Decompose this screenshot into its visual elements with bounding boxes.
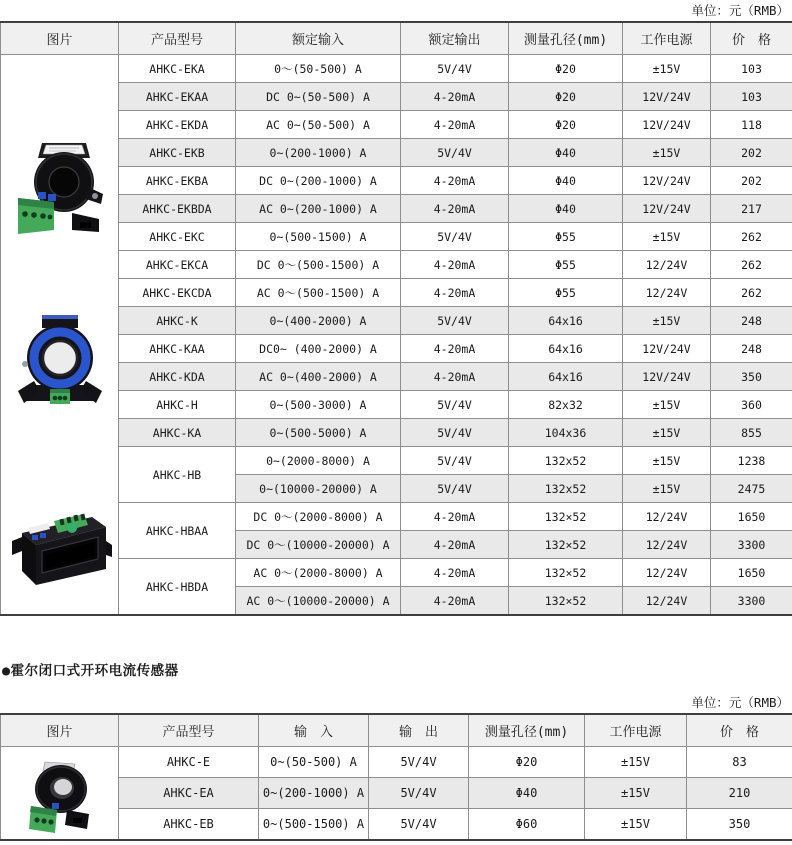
- cell-model: AHKC-EKCDA: [119, 279, 236, 307]
- table-row: [1, 251, 792, 279]
- table-row: [1, 111, 792, 139]
- sensor-photo-ring-small: [23, 754, 97, 838]
- cell-price: 118: [711, 111, 792, 139]
- cell-output: 4-20mA: [401, 363, 509, 391]
- cell-model: AHKC-KAA: [119, 335, 236, 363]
- cell-input: DC 0~(200-1000) A: [236, 167, 401, 195]
- cell-aperture: 132×52: [509, 503, 623, 531]
- header-power-supply: 工作电源: [623, 22, 711, 55]
- cell-model: AHKC-EKCA: [119, 251, 236, 279]
- section-title: [2, 662, 792, 680]
- cell-power: 12/24V: [623, 587, 711, 616]
- cell-model: AHKC-EA: [119, 778, 259, 809]
- cell-output: 4-20mA: [401, 587, 509, 616]
- cell-power: 12/24V: [623, 559, 711, 587]
- header-aperture: 测量孔径(mm): [509, 22, 623, 55]
- cell-price: 350: [711, 363, 792, 391]
- table-row: [1, 419, 792, 447]
- header-input: 输 入: [259, 714, 369, 747]
- table-row: [1, 167, 792, 195]
- cell-aperture: Φ40: [509, 195, 623, 223]
- cell-price: 202: [711, 167, 792, 195]
- table-row: [1, 307, 792, 335]
- cell-price: 262: [711, 251, 792, 279]
- cell-model: AHKC-H: [119, 391, 236, 419]
- cell-input: 0~(500-3000) A: [236, 391, 401, 419]
- cell-output: 5V/4V: [401, 475, 509, 503]
- cell-output: 5V/4V: [401, 419, 509, 447]
- cell-output: 5V/4V: [369, 778, 469, 809]
- cell-model: AHKC-K: [119, 307, 236, 335]
- cell-aperture: Φ40: [469, 778, 585, 809]
- cell-input: 0~(200-1000) A: [236, 139, 401, 167]
- cell-power: ±15V: [623, 139, 711, 167]
- cell-price: 1238: [711, 447, 792, 475]
- cell-power: 12/24V: [623, 503, 711, 531]
- cell-output: 4-20mA: [401, 195, 509, 223]
- cell-price: 83: [687, 747, 792, 778]
- table-row: [1, 223, 792, 251]
- cell-aperture: 132x52: [509, 447, 623, 475]
- product-image-column: [1, 747, 119, 841]
- cell-output: 4-20mA: [401, 111, 509, 139]
- cell-price: 1650: [711, 559, 792, 587]
- cell-model: AHKC-EB: [119, 809, 259, 841]
- table-row: [1, 279, 792, 307]
- cell-output: 4-20mA: [401, 251, 509, 279]
- cell-input: 0~(400-2000) A: [236, 307, 401, 335]
- sensor-photo-rectangular-slot: [8, 505, 112, 595]
- table-row: [1, 83, 792, 111]
- table-row: [1, 447, 792, 475]
- cell-price: 248: [711, 307, 792, 335]
- cell-model: AHKC-E: [119, 747, 259, 778]
- cell-model: AHKC-EKDA: [119, 111, 236, 139]
- cell-aperture: 132×52: [509, 559, 623, 587]
- cell-price: 210: [687, 778, 792, 809]
- cell-power: ±15V: [623, 307, 711, 335]
- table-row: [1, 139, 792, 167]
- section-title-text: 霍尔闭口式开环电流传感器: [10, 663, 179, 679]
- product-image-column: [1, 55, 119, 616]
- cell-model: AHKC-KA: [119, 419, 236, 447]
- open-loop-sensor-price-table: [0, 21, 792, 616]
- header-price: 价 格: [711, 22, 792, 55]
- cell-aperture: 104x36: [509, 419, 623, 447]
- cell-input: AC 0～(2000-8000) A: [236, 559, 401, 587]
- cell-power: ±15V: [623, 55, 711, 83]
- cell-input: AC 0~(400-2000) A: [236, 363, 401, 391]
- cell-aperture: 82x32: [509, 391, 623, 419]
- cell-price: 1650: [711, 503, 792, 531]
- cell-output: 5V/4V: [401, 139, 509, 167]
- cell-output: 4-20mA: [401, 559, 509, 587]
- cell-aperture: 132×52: [509, 531, 623, 559]
- cell-output: 5V/4V: [369, 747, 469, 778]
- cell-price: 103: [711, 83, 792, 111]
- cell-power: ±15V: [623, 223, 711, 251]
- cell-aperture: 64x16: [509, 363, 623, 391]
- cell-power: 12V/24V: [623, 83, 711, 111]
- cell-input: DC 0~(50-500) A: [236, 83, 401, 111]
- cell-price: 2475: [711, 475, 792, 503]
- cell-input: AC 0～(10000-20000) A: [236, 587, 401, 616]
- cell-model: AHKC-HBAA: [119, 503, 236, 559]
- cell-price: 202: [711, 139, 792, 167]
- cell-aperture: Φ40: [509, 139, 623, 167]
- cell-output: 4-20mA: [401, 335, 509, 363]
- header-output: 输 出: [369, 714, 469, 747]
- table-row: [1, 335, 792, 363]
- cell-input: 0～(50-500) A: [236, 55, 401, 83]
- table-header-row: [1, 22, 792, 55]
- table-row: [1, 747, 792, 778]
- cell-model: AHKC-EKAA: [119, 83, 236, 111]
- cell-power: ±15V: [623, 447, 711, 475]
- cell-power: 12/24V: [623, 251, 711, 279]
- cell-power: ±15V: [585, 809, 687, 841]
- cell-model: AHKC-EKBDA: [119, 195, 236, 223]
- cell-power: ±15V: [623, 475, 711, 503]
- cell-input: AC 0~(200-1000) A: [236, 195, 401, 223]
- cell-input: 0~(50-500) A: [259, 747, 369, 778]
- cell-power: ±15V: [585, 747, 687, 778]
- cell-price: 217: [711, 195, 792, 223]
- cell-power: 12/24V: [623, 531, 711, 559]
- table-header-row: [1, 714, 792, 747]
- cell-input: DC 0～(500-1500) A: [236, 251, 401, 279]
- sensor-photo-ring-front-blue: [16, 313, 104, 411]
- cell-aperture: Φ60: [469, 809, 585, 841]
- cell-model: AHKC-EKB: [119, 139, 236, 167]
- cell-output: 4-20mA: [401, 279, 509, 307]
- cell-aperture: Φ20: [509, 83, 623, 111]
- cell-input: 0~(2000-8000) A: [236, 447, 401, 475]
- header-power-supply: 工作电源: [585, 714, 687, 747]
- cell-price: 103: [711, 55, 792, 83]
- cell-output: 4-20mA: [401, 83, 509, 111]
- cell-input: 0~(500-5000) A: [236, 419, 401, 447]
- unit-label: 单位：元（RMB）: [691, 3, 789, 18]
- cell-output: 5V/4V: [401, 447, 509, 475]
- header-rated-input: 额定输入: [236, 22, 401, 55]
- table-row: [1, 503, 792, 531]
- cell-output: 5V/4V: [401, 391, 509, 419]
- header-model: 产品型号: [119, 714, 259, 747]
- table-row: [1, 55, 792, 83]
- cell-price: 262: [711, 279, 792, 307]
- table-row: [1, 195, 792, 223]
- cell-aperture: Φ40: [509, 167, 623, 195]
- header-aperture: 测量孔径(mm): [469, 714, 585, 747]
- cell-model: AHKC-EKC: [119, 223, 236, 251]
- unit-label: 单位：元（RMB）: [691, 695, 789, 710]
- cell-price: 3300: [711, 531, 792, 559]
- cell-power: ±15V: [623, 419, 711, 447]
- cell-power: ±15V: [623, 391, 711, 419]
- cell-aperture: 64x16: [509, 335, 623, 363]
- cell-price: 360: [711, 391, 792, 419]
- cell-input: 0~(500-1500) A: [259, 809, 369, 841]
- cell-output: 4-20mA: [401, 503, 509, 531]
- cell-output: 4-20mA: [401, 167, 509, 195]
- cell-input: DC0~ (400-2000) A: [236, 335, 401, 363]
- cell-output: 5V/4V: [369, 809, 469, 841]
- table-row: [1, 778, 792, 809]
- cell-input: AC 0~(50-500) A: [236, 111, 401, 139]
- cell-input: 0~(10000-20000) A: [236, 475, 401, 503]
- cell-aperture: 132x52: [509, 475, 623, 503]
- cell-input: 0~(200-1000) A: [259, 778, 369, 809]
- cell-input: DC 0～(10000-20000) A: [236, 531, 401, 559]
- cell-power: 12V/24V: [623, 363, 711, 391]
- table-row: [1, 391, 792, 419]
- cell-model: AHKC-KDA: [119, 363, 236, 391]
- cell-output: 5V/4V: [401, 223, 509, 251]
- cell-power: ±15V: [585, 778, 687, 809]
- cell-input: AC 0～(500-1500) A: [236, 279, 401, 307]
- header-price: 价 格: [687, 714, 792, 747]
- cell-aperture: Φ20: [469, 747, 585, 778]
- cell-input: 0~(500-1500) A: [236, 223, 401, 251]
- cell-aperture: Φ20: [509, 111, 623, 139]
- cell-price: 248: [711, 335, 792, 363]
- cell-aperture: Φ55: [509, 223, 623, 251]
- cell-model: AHKC-EKA: [119, 55, 236, 83]
- cell-power: 12V/24V: [623, 167, 711, 195]
- cell-aperture: Φ55: [509, 251, 623, 279]
- cell-power: 12/24V: [623, 279, 711, 307]
- cell-power: 12V/24V: [623, 195, 711, 223]
- cell-output: 5V/4V: [401, 55, 509, 83]
- sensor-photo-ring-side-view: [14, 137, 106, 241]
- cell-power: 12V/24V: [623, 335, 711, 363]
- cell-output: 4-20mA: [401, 531, 509, 559]
- cell-output: 5V/4V: [401, 307, 509, 335]
- closed-mouth-sensor-price-table: [0, 713, 792, 841]
- cell-price: 3300: [711, 587, 792, 616]
- cell-price: 350: [687, 809, 792, 841]
- cell-power: 12V/24V: [623, 111, 711, 139]
- header-image: 图片: [1, 714, 119, 747]
- cell-price: 262: [711, 223, 792, 251]
- cell-model: AHKC-EKBA: [119, 167, 236, 195]
- header-image: 图片: [1, 22, 119, 55]
- cell-price: 855: [711, 419, 792, 447]
- table-row: [1, 363, 792, 391]
- cell-aperture: Φ55: [509, 279, 623, 307]
- cell-model: AHKC-HB: [119, 447, 236, 503]
- cell-model: AHKC-HBDA: [119, 559, 236, 616]
- cell-aperture: 132×52: [509, 587, 623, 616]
- table-row: [1, 809, 792, 841]
- cell-aperture: 64x16: [509, 307, 623, 335]
- table-row: [1, 559, 792, 587]
- header-model: 产品型号: [119, 22, 236, 55]
- header-rated-output: 额定输出: [401, 22, 509, 55]
- cell-aperture: Φ20: [509, 55, 623, 83]
- bullet-icon: ●: [2, 663, 11, 679]
- cell-input: DC 0～(2000-8000) A: [236, 503, 401, 531]
